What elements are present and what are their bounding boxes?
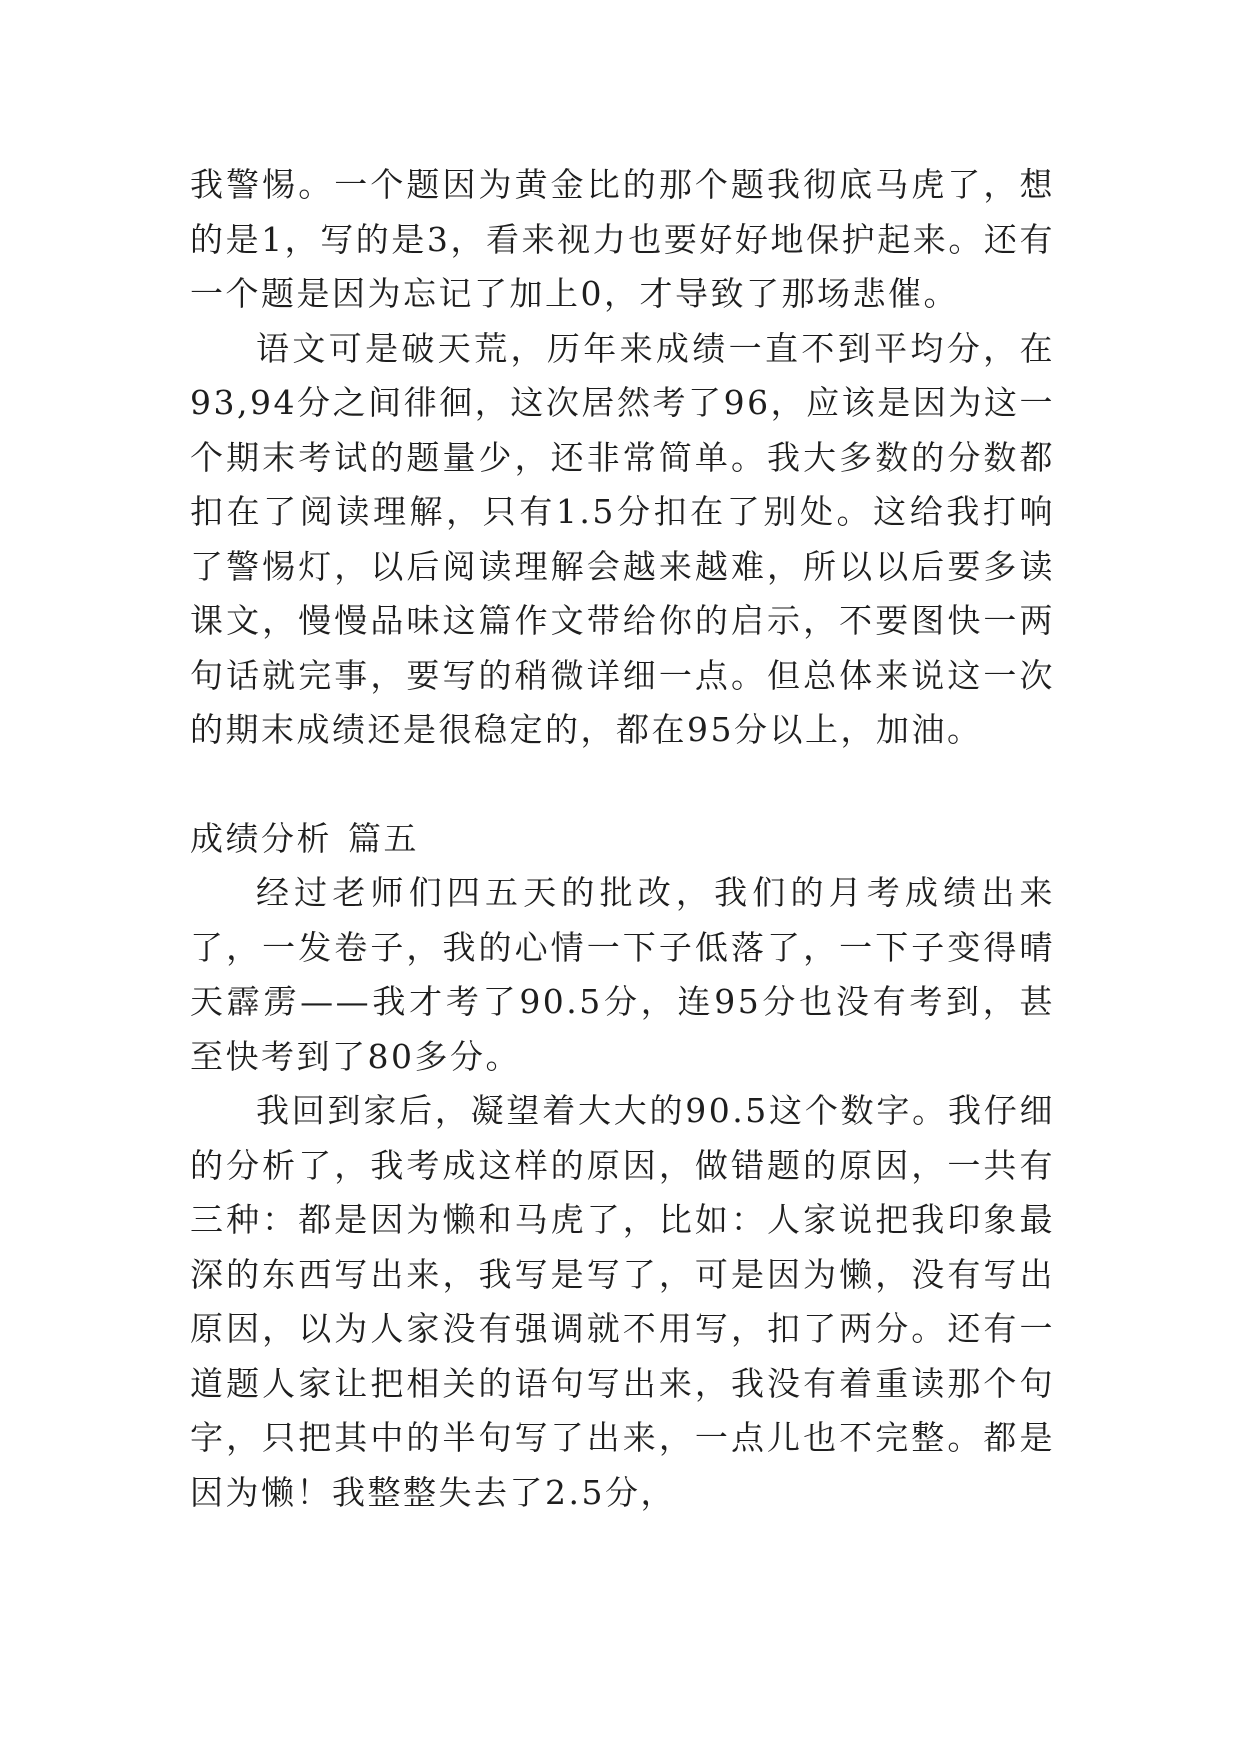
- section-title: 成绩分析: [190, 818, 332, 858]
- paragraph-continuation: 我警惕。一个题因为黄金比的那个题我彻底马虎了，想的是1，写的是3，看来视力也要好好地保护起来。还有一个题是因为忘记了加上0，才导致了那场悲催。: [190, 165, 1055, 313]
- paragraph-monthly-exam: 经过老师们四五天的批改，我们的月考成绩出来了，一发卷子，我的心情一下子低落了，一下子变得晴天霹雳——我才考了90.5分，连95分也没有考到，甚至快考到了80多分。: [190, 873, 1055, 1076]
- document-body: [190, 158, 1055, 1520]
- paragraph-error-analysis: 我回到家后，凝望着大大的90.5这个数字。我仔细的分析了，我考成这样的原因，做错题的原因，一共有三种：都是因为懒和马虎了，比如：人家说把我印象最深的东西写出来，我写是写了，可是因为懒，没有写出原因，以为人家没有强调就不用写，扣了两分。还有一道题人家让把相关的语句写出来，我没有着重读那个句字，只把其中的半句写了出来，一点儿也不完整。都是因为懒！我整整失去了2.5分，: [190, 1091, 1055, 1512]
- paragraph-chinese-score: 语文可是破天荒，历年来成绩一直不到平均分，在93,94分之间徘徊，这次居然考了96，应该是因为这一个期末考试的题量少，还非常简单。我大多数的分数都扣在了阅读理解，只有1.5分扣在了别处。这给我打响了警惕灯，以后阅读理解会越来越难，所以以后要多读课文，慢慢品味这篇作文带给你的启示，不要图快一两句话就完事，要写的稍微详细一点。但总体来说这一次的期末成绩还是很稳定的，都在95分以上，加油。: [190, 328, 1055, 749]
- section-heading: [190, 812, 1055, 867]
- section-subtitle: 篇五: [348, 818, 419, 858]
